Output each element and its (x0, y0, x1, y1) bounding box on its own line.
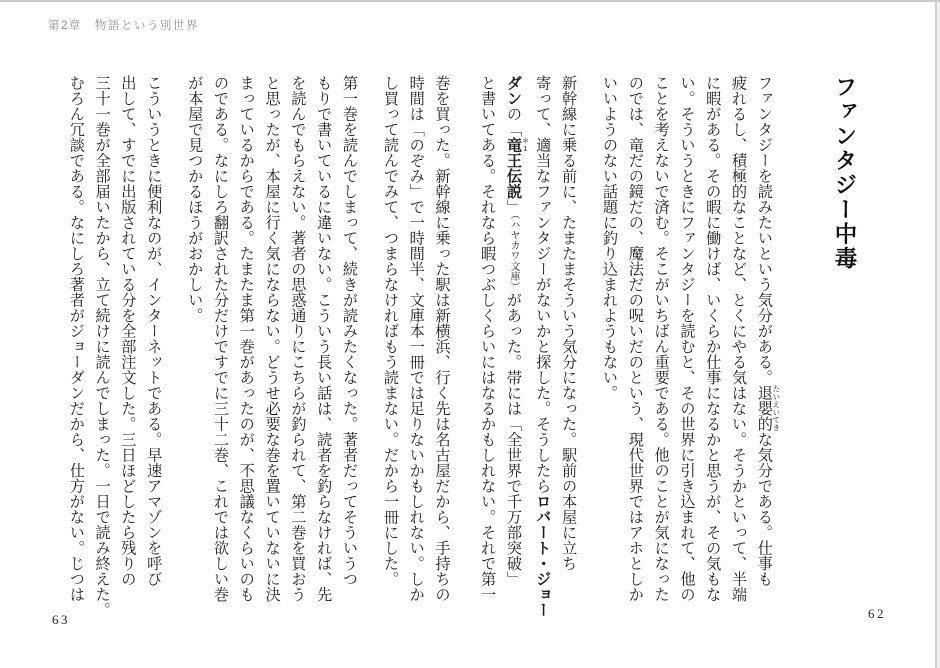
body-text: ファンタジーを読みたいという気分がある。 (755, 75, 773, 385)
text-column (403, 75, 429, 627)
text-column (429, 75, 455, 627)
text-column (115, 75, 141, 627)
page-number-left: 63 (52, 612, 70, 627)
scan-edge-top (0, 0, 940, 2)
body-text: 出して、すでに出版されている分を全部注文した。三日ほどしたら残りの (119, 75, 137, 587)
text-column (233, 75, 259, 627)
text-column (207, 75, 233, 627)
body-text: の「 (504, 106, 522, 137)
text-column (377, 75, 403, 627)
text-column (751, 75, 792, 627)
text-column (63, 75, 89, 627)
text-column (596, 75, 622, 627)
body-text: 新幹線に乗る前に、たまたまそういう気分になった。駅前の本屋に立ち (560, 75, 578, 571)
body-text: まっているからである。たまたま第一巻があったのが、不思議なくらいのも (237, 75, 255, 602)
body-text: こういうときに便利なのが、インターネットである。早速アマゾンを呼び (145, 75, 163, 587)
body-text: 疲れるし、積極的なことなど、とくにやる気はない。そうかといって、半端 (730, 75, 748, 602)
text-column (725, 75, 751, 627)
text-column (89, 75, 115, 627)
page-number-right: 62 (868, 606, 886, 621)
text-column (181, 75, 207, 627)
body-text: のである。なにしろ翻訳された分だけですでに三十二巻、これでは欲しい巻 (211, 75, 229, 602)
text-column (259, 75, 285, 627)
text-column (648, 75, 674, 627)
body-text: が本屋で見つかるほうがおかしい。 (186, 75, 204, 323)
text-column (529, 75, 555, 627)
body-text: な気分である。仕事も (755, 431, 773, 587)
body-text: い。そういうときにファンタジーを読むと、その世界に引き込まれて、他の (678, 75, 696, 602)
text-column (474, 75, 500, 627)
text-column (336, 75, 377, 627)
body-text: 巻を買った。新幹線に乗った駅は新横浜、行く先は名古屋だから、手持ちの (433, 75, 451, 602)
body-text: 三十一巻が全部届いたから、立て続けに読んでしまった。一日で読み終えた。 (93, 75, 111, 618)
body-text: 第一巻を読んでしまって、続きが読みたくなった。著者だってそういうつ (340, 75, 358, 587)
body-text: むろん冗談である。なにしろ著者がジョーダンだから、仕方がない。じつは (67, 75, 85, 602)
text-column (555, 75, 596, 627)
body-text: 退嬰的 たいえいてき (755, 385, 781, 432)
body-text: のでは、竜だの鏡だの、魔法だの呪いだのという、現代世界ではアホとしか (626, 75, 644, 602)
body-text: を読んでもらえない。著者の思惑通りにこちらが釣られて、第二巻を買おう (289, 75, 307, 602)
text-column (674, 75, 700, 627)
emphasized-text: 王伝説 (504, 152, 522, 199)
body-text: と思ったが、本屋に行く気にならない。どうせ必要な巻を置いていないに決 (263, 75, 281, 602)
body-text: （ハヤカワ文庫） (507, 214, 519, 292)
text-column (500, 75, 529, 627)
body-text: ことを考えないで済む。そこがいちばん重要である。他のことが気になった (652, 75, 670, 602)
scan-edge-right (935, 0, 937, 668)
body-text: に暇がある。その暇に働けば、いくらか仕事になるかと思うが、その気もな (704, 75, 722, 602)
body-text: いいようのない話題に釣り込まれようもない。 (601, 75, 619, 401)
page-left-text (63, 75, 455, 627)
body-text: 寄って、適当なファンタジーがないかと探した。そうしたら (534, 75, 552, 494)
body-text: 時間は「のぞみ」で一時間半、文庫本一冊では足りないかもしれない。しか (407, 75, 425, 602)
body-text: があった。帯には「全世界で千万部突破」 (504, 291, 522, 587)
body-text: し買って読んでみて、つまらなければもう読まない。だから一冊にした。 (381, 75, 399, 587)
section-title: ファンタジー中毒 (832, 75, 857, 271)
text-column (140, 75, 181, 627)
page-right-text (474, 75, 885, 627)
body-text: もりで書いているに違いない。こういう長い話は、読者を釣らなければ、先 (315, 75, 333, 602)
text-column (622, 75, 648, 627)
text-column (699, 75, 725, 627)
text-column (310, 75, 336, 627)
body-text: と書いてある。それなら暇つぶしくらいにはなるかもしれない。それで第一 (479, 75, 497, 602)
emphasized-text: ロバート・ジョー (534, 493, 552, 618)
running-header: 第2章 物語という別世界 (48, 20, 199, 32)
emphasized-text: 竜 ＊1 (504, 136, 530, 153)
body-text: 」 (504, 199, 522, 215)
emphasized-text: ダン (504, 75, 522, 106)
text-column (285, 75, 311, 627)
